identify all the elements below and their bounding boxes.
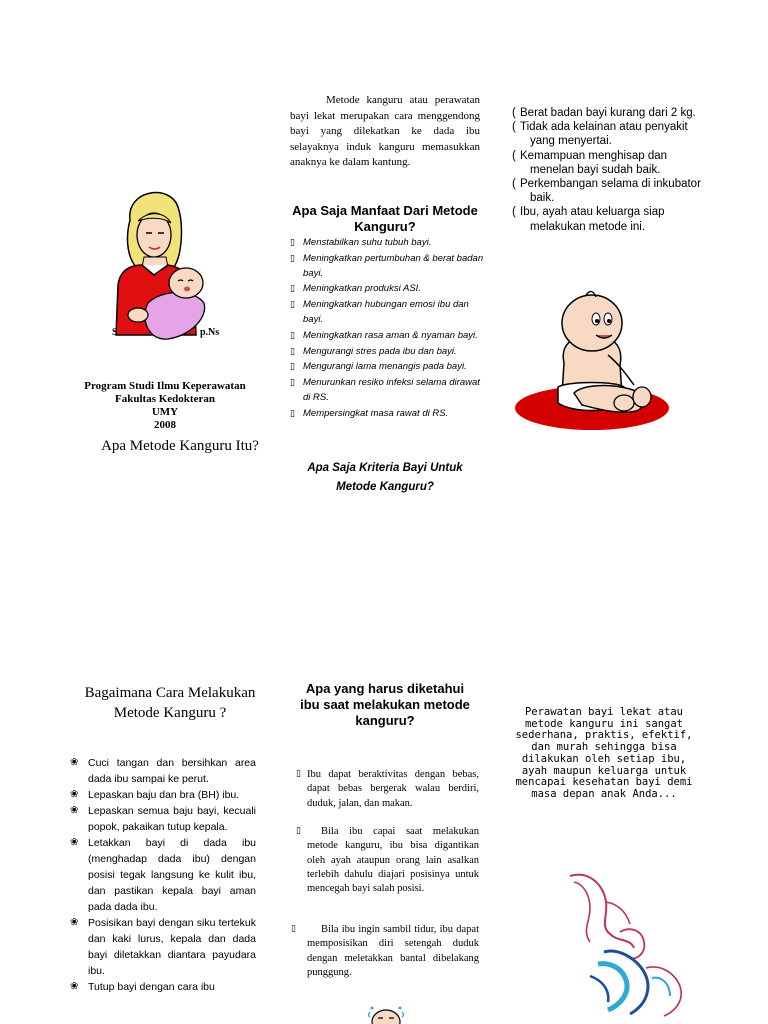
step-text: Lepaskan semua baju bayi, kecuali popok, pakaikan tutup kepala.	[88, 805, 256, 833]
university-line: UMY	[151, 406, 179, 418]
step-text: Posisikan bayi dengan siku tertekuk dan kaki lurus, kepala dan dada bayi diletakkan diantara payudara ibu.	[88, 917, 256, 977]
crying-baby-illustration	[366, 1004, 406, 1024]
benefits-heading: Apa Saja Manfaat Dari Metode Kanguru?	[292, 203, 478, 234]
flower-bullet-icon: ❀	[70, 837, 79, 848]
criteria-heading: Apa Saja Kriteria Bayi Untuk Metode Kanguru?	[307, 462, 463, 493]
steps-list	[70, 755, 256, 995]
benefit-item: ▯ Menurunkan resiko infeksi selama dirawat di RS.	[290, 375, 485, 406]
step-text: Letakkan bayi di dada ibu (menghadap dada ibu) dengan posisi tegak langsung ke kulit ibu, dan pastikan kepala bayi aman pada dada ibu.	[88, 837, 256, 913]
flower-bullet-icon: ❀	[70, 917, 79, 928]
step-item	[70, 803, 256, 835]
flower-bullet-icon: ❀	[70, 805, 79, 816]
benefit-item: ▯ Menstabilkan suhu tubuh bayi.	[290, 235, 485, 251]
tip-text: Bila ibu capai saat melakukan metode kanguru, ibu bisa digantikan oleh ayah ataupun orang lain asalkan terlebih dahulu diajari posisinya untuk mencegah bayi salah posisi.	[307, 826, 479, 895]
benefit-item: ▯ Meningkatkan rasa aman & nyaman bayi.	[290, 328, 485, 344]
benefit-item: ▯ Mengurangi lama menangis pada bayi.	[290, 359, 485, 375]
program-line: Program Studi Ilmu Keperawatan	[84, 380, 246, 392]
intro-paragraph	[290, 93, 480, 171]
institution-block	[70, 380, 260, 432]
tip-text: Bila ibu ingin sambil tidur, ibu dapat memposisikan diri setengah duduk dengan meletakkan bantal dibelakang punggung.	[307, 924, 479, 978]
criteria-item: ( Kemampuan menghisap dan menelan bayi sudah baik.	[512, 149, 702, 177]
step-text: Lepaskan baju dan bra (BH) ibu.	[88, 789, 240, 801]
criteria-item: ( Ibu, ayah atau keluarga siap melakukan metode ini.	[512, 205, 702, 233]
box-bullet-icon: ▯	[291, 923, 296, 933]
step-item	[70, 979, 256, 995]
benefits-list	[290, 235, 485, 422]
how-to-heading: Bagaimana Cara Melakukan Metode Kanguru ?	[84, 685, 256, 721]
criteria-item: ( Berat badan bayi kurang dari 2 kg.	[512, 106, 702, 120]
step-item	[70, 915, 256, 979]
things-to-know-heading: Apa yang harus diketahui ibu saat melakukan metode kanguru?	[300, 681, 470, 728]
box-bullet-icon: ▯	[296, 768, 301, 778]
tip-paragraph	[307, 825, 479, 896]
step-text: Cuci tangan dan bersihkan area dada ibu sampai ke perut.	[88, 757, 256, 785]
intro-text: Metode kanguru atau perawatan bayi lekat merupakan cara menggendong bayi yang dilekatkan ke dada ibu selayaknya induk kanguru memasukkan anaknya ke dalam kantung.	[290, 94, 480, 168]
author-credit-left: S	[112, 327, 118, 338]
year-line: 2008	[154, 419, 176, 431]
step-text: Tutup bayi dengan cara ibu	[88, 981, 215, 993]
benefit-item: ▯ Meningkatkan pertumbuhan & berat badan bayi.	[290, 251, 485, 282]
sitting-baby-illustration	[512, 285, 672, 435]
mother-baby-illustration	[108, 185, 218, 345]
what-is-kangaroo-title: Apa Metode Kanguru Itu?	[101, 438, 259, 454]
flower-bullet-icon: ❀	[70, 757, 79, 768]
step-item	[70, 835, 256, 915]
tip-paragraph: Ibu dapat beraktivitas dengan bebas, dapat bebas bergerak walau berdiri, duduk, jalan, dan makan.	[307, 769, 479, 809]
flower-bullet-icon: ❀	[70, 981, 79, 992]
criteria-item: ( Tidak ada kelainan atau penyakit yang menyertai.	[512, 120, 702, 148]
tip-paragraph	[307, 923, 479, 980]
closing-message: Perawatan bayi lekat atau metode kanguru ini sangat sederhana, praktis, efektif, dan murah sehingga bisa dilakukan oleh setiap ibu, ayah maupun keluarga untuk mencapai kesehatan bayi demi masa depan anak Anda...	[515, 706, 693, 800]
flower-bullet-icon: ❀	[70, 789, 79, 800]
benefit-item: ▯ Meningkatkan hubungan emosi ibu dan bayi.	[290, 297, 485, 328]
benefit-item: ▯ Meningkatkan produksi ASI.	[290, 281, 485, 297]
benefit-item: ▯ Mempersingkat masa rawat di RS.	[290, 406, 485, 422]
benefit-item: ▯ Mengurangi stres pada ibu dan bayi.	[290, 344, 485, 360]
step-item	[70, 755, 256, 787]
faculty-line: Fakultas Kedokteran	[115, 393, 215, 405]
criteria-item: ( Perkembangan selama di inkubator baik.	[512, 177, 702, 205]
mother-kissing-baby-illustration	[560, 868, 690, 1018]
author-credit-right: p.Ns	[200, 327, 220, 338]
box-bullet-icon: ▯	[296, 825, 301, 835]
criteria-list	[512, 106, 702, 234]
step-item	[70, 787, 256, 803]
